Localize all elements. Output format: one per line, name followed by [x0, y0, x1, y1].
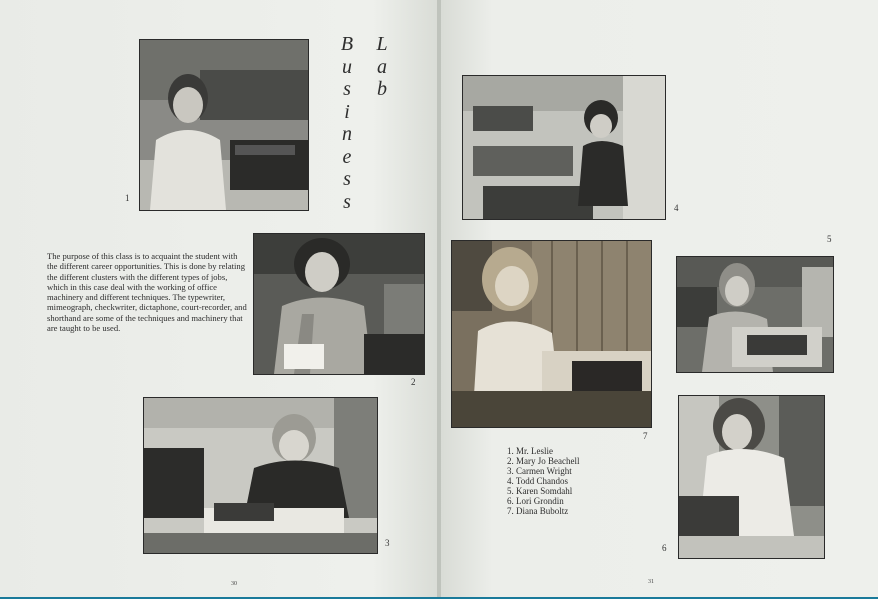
photo-1-number: 1	[125, 193, 130, 203]
class-description: The purpose of this class is to acquaint the student with the different career opportunities. This is done by relating the different clusters with the different types of jobs, which in this case deal with the working of office machinery and different techniques. The typewriter, mimeograph, checkwriter, dictaphone, court-recorder, and shorthand are some of the techniques and machinery that are taught to be used.	[47, 251, 247, 334]
caption-item: 6. Lori Grondin	[507, 496, 564, 506]
title-business	[339, 33, 355, 213]
photo-4-number: 4	[674, 203, 679, 213]
right-folio: 31	[648, 579, 654, 585]
photo-7	[451, 240, 652, 428]
photo-3	[143, 397, 378, 554]
title-lab	[374, 33, 390, 101]
title-letter: u	[342, 55, 352, 78]
photo-5	[676, 256, 834, 373]
caption-item: 2. Mary Jo Beachell	[507, 456, 580, 466]
title-letter: i	[344, 100, 350, 123]
photo-7-number: 7	[643, 431, 648, 441]
caption-list	[507, 446, 579, 516]
photo-2-number: 2	[411, 377, 416, 387]
title-letter: s	[343, 190, 351, 213]
photo-3-number: 3	[385, 538, 390, 548]
photo-6-number: 6	[662, 543, 667, 553]
title-letter: s	[343, 168, 351, 190]
caption-item: 1. Mr. Leslie	[507, 446, 553, 456]
title-letter: b	[377, 78, 387, 100]
title-letter: a	[377, 55, 387, 78]
photo-6	[678, 395, 825, 559]
title-letter: B	[340, 33, 354, 55]
caption-item: 4. Todd Chandos	[507, 476, 568, 486]
title-letter: s	[343, 78, 351, 100]
caption-item: 3. Carmen Wright	[507, 466, 572, 476]
photo-2	[253, 233, 425, 375]
caption-item: 7. Diana Buboltz	[507, 506, 569, 516]
photo-5-number: 5	[827, 234, 832, 244]
caption-item: 5. Karen Somdahl	[507, 486, 573, 496]
page-gutter	[437, 0, 441, 597]
photo-4	[462, 75, 666, 220]
title-letter: e	[342, 145, 352, 168]
photo-1	[139, 39, 309, 211]
left-folio: 30	[231, 581, 237, 587]
title-letter: n	[342, 123, 352, 145]
title-letter: L	[376, 33, 388, 55]
